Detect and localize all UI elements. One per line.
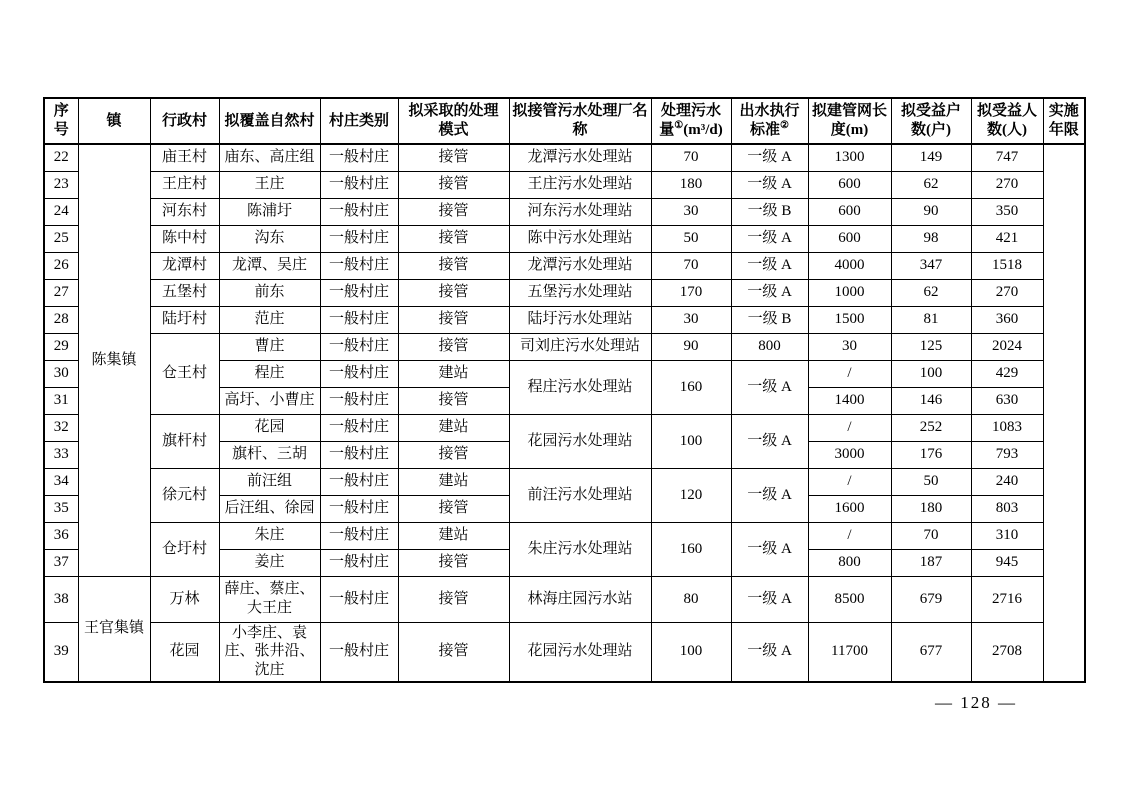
table-cell: 429	[971, 360, 1043, 387]
table-cell: 90	[891, 198, 971, 225]
table-cell: 一级 A	[731, 622, 808, 682]
table-cell: 176	[891, 441, 971, 468]
table-cell: 陈中村	[150, 225, 219, 252]
table-cell: 王庄村	[150, 171, 219, 198]
table-cell: 98	[891, 225, 971, 252]
table-row	[44, 171, 1085, 198]
table-cell: 149	[891, 144, 971, 171]
table-cell: 34	[44, 468, 78, 495]
table-cell: 2024	[971, 333, 1043, 360]
table-cell: 170	[651, 279, 731, 306]
table-row	[44, 306, 1085, 333]
column-header-6: 拟接管污水处理厂名 称	[509, 98, 651, 144]
table-cell: 630	[971, 387, 1043, 414]
table-cell: 河东污水处理站	[509, 198, 651, 225]
table-cell: 4000	[808, 252, 891, 279]
table-cell: 小李庄、袁庄、张井沿、沈庄	[219, 622, 320, 682]
table-cell: 2716	[971, 576, 1043, 622]
table-cell: 一级 A	[731, 171, 808, 198]
table-cell: 160	[651, 522, 731, 576]
table-cell: 一般村庄	[320, 576, 398, 622]
table-head	[44, 98, 1085, 144]
table-cell: 前汪组	[219, 468, 320, 495]
table-cell: 252	[891, 414, 971, 441]
column-header-1: 镇	[78, 98, 150, 144]
table-cell: 陈集镇	[78, 144, 150, 576]
table-cell: 800	[808, 549, 891, 576]
table-cell: 38	[44, 576, 78, 622]
table-cell: 龙潭污水处理站	[509, 144, 651, 171]
table-cell: 25	[44, 225, 78, 252]
table-cell: 建站	[398, 360, 509, 387]
table-cell: 旗杆村	[150, 414, 219, 468]
column-header-5: 拟采取的处理 模式	[398, 98, 509, 144]
table-cell: 39	[44, 622, 78, 682]
table-cell: 一般村庄	[320, 333, 398, 360]
table-cell: 一般村庄	[320, 225, 398, 252]
table-cell: 1083	[971, 414, 1043, 441]
table-cell: 30	[651, 306, 731, 333]
table-cell: 50	[651, 225, 731, 252]
table-cell: 180	[891, 495, 971, 522]
table-cell: 仓圩村	[150, 522, 219, 576]
table-cell: 旗杆、三胡	[219, 441, 320, 468]
table-cell: 徐元村	[150, 468, 219, 522]
table-cell: 90	[651, 333, 731, 360]
table-cell: 677	[891, 622, 971, 682]
table-cell: 1518	[971, 252, 1043, 279]
table-cell: 70	[651, 144, 731, 171]
table-cell: 薛庄、蔡庄、大王庄	[219, 576, 320, 622]
table-cell: /	[808, 414, 891, 441]
table-cell: 70	[891, 522, 971, 549]
table-cell: 陆圩村	[150, 306, 219, 333]
table-cell: 679	[891, 576, 971, 622]
table-cell: 一级 A	[731, 279, 808, 306]
table-cell: 29	[44, 333, 78, 360]
table-cell: 接管	[398, 441, 509, 468]
table-cell: 310	[971, 522, 1043, 549]
table-cell: 万林	[150, 576, 219, 622]
table-cell: 80	[651, 576, 731, 622]
table-cell: 100	[651, 622, 731, 682]
table-cell: 146	[891, 387, 971, 414]
table-cell: 一般村庄	[320, 252, 398, 279]
table-cell: 120	[651, 468, 731, 522]
table-cell: 五堡村	[150, 279, 219, 306]
table-cell: 28	[44, 306, 78, 333]
table-cell: 接管	[398, 495, 509, 522]
table-cell: 仓王村	[150, 333, 219, 414]
table-cell: 庙东、高庄组	[219, 144, 320, 171]
table-cell: 一般村庄	[320, 387, 398, 414]
table-cell: 3000	[808, 441, 891, 468]
table-cell: 240	[971, 468, 1043, 495]
table-cell: 1400	[808, 387, 891, 414]
column-header-12: 实施 年限	[1043, 98, 1085, 144]
table-cell: 程庄污水处理站	[509, 360, 651, 414]
table-cell: 600	[808, 198, 891, 225]
table-cell: 270	[971, 279, 1043, 306]
table-cell: 793	[971, 441, 1043, 468]
table-row	[44, 576, 1085, 622]
table-cell: 27	[44, 279, 78, 306]
column-header-0: 序 号	[44, 98, 78, 144]
table-header-row	[44, 98, 1085, 144]
table-cell: 王庄	[219, 171, 320, 198]
table-cell: 22	[44, 144, 78, 171]
table-cell: 一般村庄	[320, 144, 398, 171]
table-cell: 花园污水处理站	[509, 622, 651, 682]
table-cell: 沟东	[219, 225, 320, 252]
table-cell: 一级 A	[731, 144, 808, 171]
table-cell: 23	[44, 171, 78, 198]
table-cell: /	[808, 522, 891, 549]
table-cell: 803	[971, 495, 1043, 522]
table-cell: 35	[44, 495, 78, 522]
table-cell: 一般村庄	[320, 306, 398, 333]
table-cell: 50	[891, 468, 971, 495]
table-cell: 接管	[398, 198, 509, 225]
table-cell: 1000	[808, 279, 891, 306]
table-cell: /	[808, 468, 891, 495]
table-cell: 421	[971, 225, 1043, 252]
table-cell: 1600	[808, 495, 891, 522]
table-cell: 一级 B	[731, 306, 808, 333]
column-header-4: 村庄类别	[320, 98, 398, 144]
table-row	[44, 144, 1085, 171]
table-cell: 24	[44, 198, 78, 225]
table-cell: 一级 A	[731, 468, 808, 522]
column-header-9: 拟建管网长 度(m)	[808, 98, 891, 144]
table-cell: 30	[808, 333, 891, 360]
column-header-10: 拟受益户 数(户)	[891, 98, 971, 144]
table-cell: 36	[44, 522, 78, 549]
table-cell: 8500	[808, 576, 891, 622]
table-cell: 30	[44, 360, 78, 387]
table-cell: 187	[891, 549, 971, 576]
table-cell: 360	[971, 306, 1043, 333]
table-cell: 一般村庄	[320, 622, 398, 682]
column-header-8: 出水执行 标准②	[731, 98, 808, 144]
table-cell: 62	[891, 279, 971, 306]
table-cell: 32	[44, 414, 78, 441]
table-cell: 600	[808, 225, 891, 252]
table-cell: 11700	[808, 622, 891, 682]
table-cell: 接管	[398, 171, 509, 198]
table-cell: 王庄污水处理站	[509, 171, 651, 198]
footnote-mark: ②	[780, 120, 789, 131]
table-cell: 一般村庄	[320, 360, 398, 387]
table-cell: 一级 B	[731, 198, 808, 225]
table-cell: 一般村庄	[320, 441, 398, 468]
table-cell: 龙潭污水处理站	[509, 252, 651, 279]
table-cell: 姜庄	[219, 549, 320, 576]
table-cell: 一般村庄	[320, 414, 398, 441]
table-cell: 1500	[808, 306, 891, 333]
table-cell: 160	[651, 360, 731, 414]
table-body	[44, 144, 1085, 682]
table-cell: 30	[651, 198, 731, 225]
table-cell: 62	[891, 171, 971, 198]
table-cell: 接管	[398, 333, 509, 360]
table-cell: 747	[971, 144, 1043, 171]
table-cell: 一般村庄	[320, 468, 398, 495]
table-cell: 350	[971, 198, 1043, 225]
table-cell: 81	[891, 306, 971, 333]
column-header-3: 拟覆盖自然村	[219, 98, 320, 144]
table-cell: 347	[891, 252, 971, 279]
table-cell: 林海庄园污水站	[509, 576, 651, 622]
page-number: — 128 —	[935, 693, 1017, 712]
table-row	[44, 414, 1085, 441]
table-cell: 一般村庄	[320, 522, 398, 549]
table-row	[44, 198, 1085, 225]
sewage-treatment-plan-table	[43, 97, 1086, 683]
table-cell: 800	[731, 333, 808, 360]
table-cell: 600	[808, 171, 891, 198]
table-cell: 一般村庄	[320, 171, 398, 198]
table-cell: 945	[971, 549, 1043, 576]
table-cell: 曹庄	[219, 333, 320, 360]
table-cell: 接管	[398, 622, 509, 682]
table-cell: 花园污水处理站	[509, 414, 651, 468]
table-cell: 一级 A	[731, 252, 808, 279]
table-cell: 26	[44, 252, 78, 279]
table-row	[44, 279, 1085, 306]
table-cell: 接管	[398, 387, 509, 414]
table-cell: 180	[651, 171, 731, 198]
table-row	[44, 252, 1085, 279]
table-cell: 31	[44, 387, 78, 414]
table-cell: 2708	[971, 622, 1043, 682]
table-row	[44, 622, 1085, 682]
table-cell: 河东村	[150, 198, 219, 225]
table-cell: 接管	[398, 549, 509, 576]
table-cell: 接管	[398, 576, 509, 622]
table-row	[44, 522, 1085, 549]
table-cell: 100	[891, 360, 971, 387]
table-cell: 37	[44, 549, 78, 576]
table-cell: 陆圩污水处理站	[509, 306, 651, 333]
table-cell: 33	[44, 441, 78, 468]
table-cell: 接管	[398, 306, 509, 333]
table-cell	[1043, 144, 1085, 682]
table-cell: 270	[971, 171, 1043, 198]
table-cell: 后汪组、徐园	[219, 495, 320, 522]
table-cell: 前汪污水处理站	[509, 468, 651, 522]
table-cell: 前东	[219, 279, 320, 306]
table-cell: 高圩、小曹庄	[219, 387, 320, 414]
table-cell: 一级 A	[731, 225, 808, 252]
table-cell: 龙潭村	[150, 252, 219, 279]
table-cell: 一级 A	[731, 360, 808, 414]
table-cell: 建站	[398, 468, 509, 495]
column-header-2: 行政村	[150, 98, 219, 144]
table-cell: /	[808, 360, 891, 387]
table-cell: 范庄	[219, 306, 320, 333]
column-header-7: 处理污水 量①(m³/d)	[651, 98, 731, 144]
table-row	[44, 333, 1085, 360]
table-cell: 建站	[398, 522, 509, 549]
table-cell: 一级 A	[731, 522, 808, 576]
table-cell: 程庄	[219, 360, 320, 387]
table-cell: 70	[651, 252, 731, 279]
table-cell: 陈浦圩	[219, 198, 320, 225]
table-cell: 125	[891, 333, 971, 360]
table-cell: 龙潭、吴庄	[219, 252, 320, 279]
footnote-mark: ①	[674, 120, 684, 131]
table-cell: 建站	[398, 414, 509, 441]
table-cell: 司刘庄污水处理站	[509, 333, 651, 360]
column-header-11: 拟受益人 数(人)	[971, 98, 1043, 144]
table-cell: 王官集镇	[78, 576, 150, 682]
table-cell: 朱庄污水处理站	[509, 522, 651, 576]
table-cell: 一级 A	[731, 576, 808, 622]
table-cell: 庙王村	[150, 144, 219, 171]
table-cell: 一般村庄	[320, 198, 398, 225]
table-cell: 陈中污水处理站	[509, 225, 651, 252]
table-cell: 接管	[398, 252, 509, 279]
table-cell: 1300	[808, 144, 891, 171]
table-cell: 接管	[398, 279, 509, 306]
table-cell: 一般村庄	[320, 279, 398, 306]
table-cell: 一般村庄	[320, 549, 398, 576]
table-row	[44, 225, 1085, 252]
table-cell: 五堡污水处理站	[509, 279, 651, 306]
table-cell: 一般村庄	[320, 495, 398, 522]
table-cell: 接管	[398, 144, 509, 171]
table-row	[44, 468, 1085, 495]
table-cell: 朱庄	[219, 522, 320, 549]
table-cell: 花园	[219, 414, 320, 441]
table-cell: 花园	[150, 622, 219, 682]
table-cell: 接管	[398, 225, 509, 252]
table-cell: 一级 A	[731, 414, 808, 468]
table-cell: 100	[651, 414, 731, 468]
